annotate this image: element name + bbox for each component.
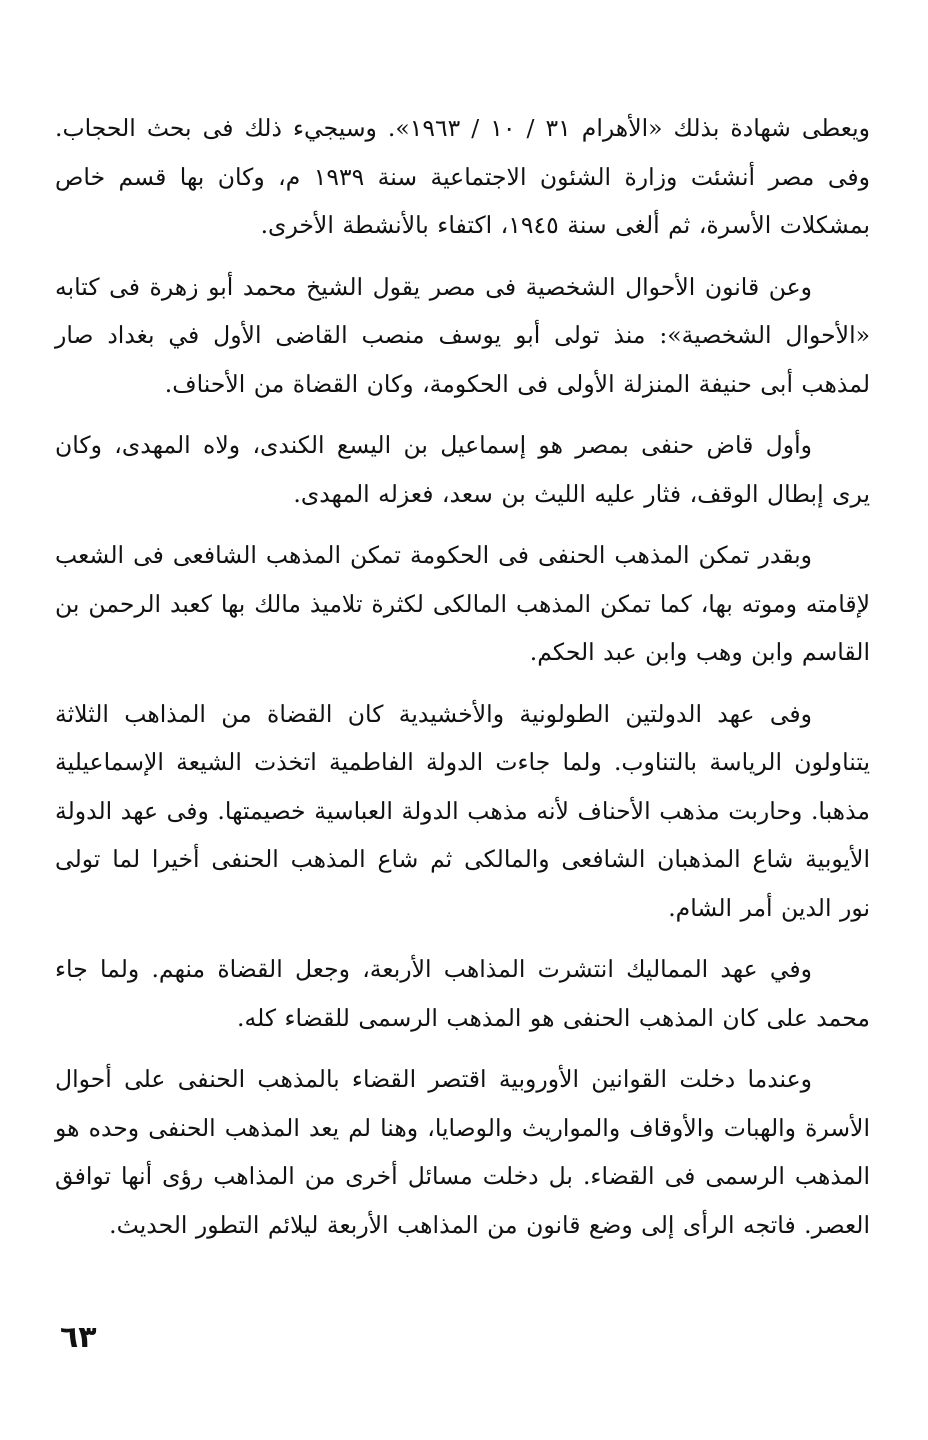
- page-number: ٦٣: [60, 1320, 97, 1355]
- paragraph-2: وعن قانون الأحوال الشخصية فى مصر يقول الشيخ محمد أبو زهرة فى كتابه «الأحوال الشخصية»: منذ تولى أبو يوسف منصب القاضى الأول في بغداد صار لمذهب أبى حنيفة المنزلة الأولى فى الحكومة، وكان القضاة من الأحناف.: [55, 272, 870, 398]
- paragraph-5: وفى عهد الدولتين الطولونية والأخشيدية كان القضاة من المذاهب الثلاثة يتناولون الرياسة بالتناوب. ولما جاءت الدولة الفاطمية اتخذت الشيعة الإسماعيلية مذهبا. وحاربت مذهب الأحناف لأنه مذهب الدولة العباسية خصيمتها. وفى عهد الدولة الأيوبية شاع المذهبان الشافعى والمالكى ثم شاع المذهب الحنفى أخيرا لما تولى نور الدين أمر الشام.: [55, 699, 870, 922]
- paragraph-7: وعندما دخلت القوانين الأوروبية اقتصر القضاء بالمذهب الحنفى على أحوال الأسرة والهبات والأوقاف والمواريث والوصايا، وهنا لم يعد المذهب الحنفى وحده هو المذهب الرسمى فى القضاء. بل دخلت مسائل أخرى من المذاهب رؤى أنها توافق العصر. فاتجه الرأى إلى وضع قانون من المذاهب الأربعة ليلائم التطور الحديث.: [55, 1065, 870, 1239]
- paragraph-4: وبقدر تمكن المذهب الحنفى فى الحكومة تمكن المذهب الشافعى فى الشعب لإقامته وموته بها، كما تمكن المذهب المالكى لكثرة تلاميذ مالك بها كعبد الرحمن بن القاسم وابن وهب وابن عبد الحكم.: [55, 541, 870, 666]
- paragraph-6: وفي عهد المماليك انتشرت المذاهب الأربعة، وجعل القضاة منهم. ولما جاء محمد على كان المذهب الحنفى هو المذهب الرسمى للقضاء كله.: [55, 955, 870, 1032]
- paragraph-1: ويعطى شهادة بذلك «الأهرام ٣١ / ١٠ / ١٩٦٣». وسيجيء ذلك فى بحث الحجاب. وفى مصر أنشئت وزارة الشئون الاجتماعية سنة ١٩٣٩ م، وكان بها قسم خاص بمشكلات الأسرة، ثم ألغى سنة ١٩٤٥، اكتفاء بالأنشطة الأخرى.: [55, 114, 870, 239]
- page-body: [55, 104, 870, 1262]
- paragraph-3: وأول قاض حنفى بمصر هو إسماعيل بن اليسع الكندى، ولاه المهدى، وكان يرى إبطال الوقف، فثار عليه الليث بن سعد، فعزله المهدى.: [55, 431, 870, 508]
